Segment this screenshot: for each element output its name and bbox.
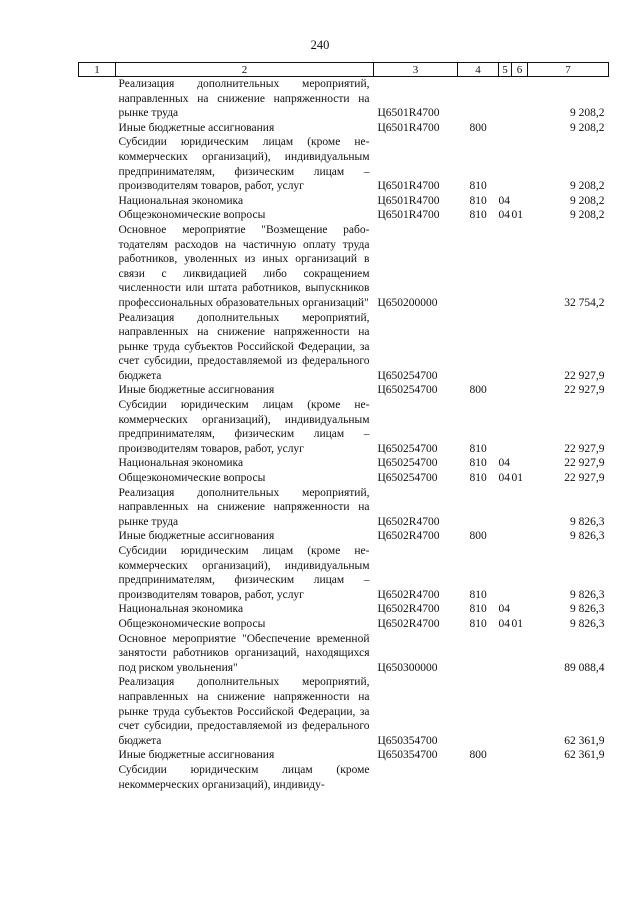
expense-type: 800 [469,121,487,134]
amount: 9 826,3 [570,530,605,543]
row-name: Общеэкономические вопросы [118,209,266,222]
expense-type [458,763,499,792]
section-code [499,398,512,456]
row-name: Субсидии юридическим лицам (кроме некоммерческих организаций), индивидуальным предпринимателям, физическим лицам – производителям товаров, работ, услуг [118,399,370,455]
row-name: Иные бюджетные ассигнования [118,749,275,762]
row-name: Основное мероприятие "Возмещение работодателям расходов на частичную оплату труда работников, уволенных из иных организаций в связи с ликвидацией либо сокращением численности или штата работников, выпускников профессиональных образовательных организаций" [118,223,370,309]
table-row [79,763,609,792]
section-code [499,544,512,602]
amount: 22 927,9 [564,369,605,382]
table-row [79,194,609,209]
section-code: 04 [498,457,510,470]
subsection-code [512,763,528,792]
row-index-cell [79,529,116,544]
amount: 32 754,2 [564,296,605,309]
row-index-cell [79,486,116,530]
subsection-code: 01 [511,472,523,485]
target-code: Ц650300000 [377,661,438,674]
expense-type [458,311,499,384]
table-row [79,632,609,676]
amount: 9 208,2 [570,180,605,193]
section-code: 04 [498,209,510,222]
target-code: Ц6501R4700 [377,209,440,222]
row-name: Реализация дополнительных мероприятий, направленных на снижение напряженности на рынке труда [118,78,370,120]
subsection-code [512,223,528,311]
amount: 62 361,9 [564,734,605,747]
row-name: Иные бюджетные ассигнования [118,121,275,134]
amount: 9 826,3 [570,603,605,616]
amount: 9 208,2 [570,107,605,120]
subsection-code [512,398,528,456]
table-header-row [79,63,609,77]
budget-table [78,62,609,792]
expense-type: 810 [469,472,487,485]
table-row [79,486,609,530]
subsection-code [512,135,528,193]
column-header: 1 [79,63,116,77]
row-name: Реализация дополнительных мероприятий, направленных на снижение напряженности на рынке труда субъектов Российской Федерации, за счет субсидии, предоставляемой из федерального бюджета [118,676,370,747]
row-index-cell [79,544,116,602]
section-code [499,311,512,384]
subsection-code [512,748,528,763]
subsection-code [512,544,528,602]
section-code: 04 [498,472,510,485]
row-name: Общеэкономические вопросы [118,617,266,630]
section-code: 04 [498,603,510,616]
amount: 9 826,3 [570,617,605,630]
target-code [374,763,458,792]
target-code: Ц6501R4700 [377,180,440,193]
target-code: Ц650254700 [377,384,438,397]
row-name: Основное мероприятие "Обеспечение временной занятости работников организаций, находящихся под риском увольнения" [118,632,370,674]
subsection-code [512,529,528,544]
row-index-cell [79,471,116,486]
target-code: Ц650200000 [377,296,438,309]
section-code [499,223,512,311]
row-index-cell [79,223,116,311]
subsection-code [512,311,528,384]
amount: 9 208,2 [570,194,605,207]
section-code [499,486,512,530]
row-name: Общеэкономические вопросы [118,472,266,485]
section-code [499,121,512,136]
expense-type: 810 [469,603,487,616]
target-code: Ц6501R4700 [377,121,440,134]
section-code [499,748,512,763]
table-row [79,617,609,632]
row-index-cell [79,617,116,632]
amount: 22 927,9 [564,442,605,455]
table-row [79,135,609,193]
expense-type: 810 [469,442,487,455]
section-code [499,675,512,748]
subsection-code: 01 [511,617,523,630]
row-name: Иные бюджетные ассигнования [118,530,275,543]
subsection-code [512,632,528,676]
amount: 9 208,2 [570,209,605,222]
row-name: Национальная экономика [118,603,244,616]
section-code [499,763,512,792]
row-index-cell [79,311,116,384]
table-row [79,311,609,384]
row-name: Реализация дополнительных мероприятий, направленных на снижение напряженности на рынке труда субъектов Российской Федерации, за счет субсидии, предоставляемой из федерального бюджета [118,311,370,382]
column-header: 6 [512,63,528,77]
amount: 22 927,9 [564,384,605,397]
table-row [79,544,609,602]
target-code: Ц6502R4700 [377,530,440,543]
section-code [499,529,512,544]
row-index-cell [79,77,116,121]
target-code: Ц6502R4700 [377,515,440,528]
row-index-cell [79,456,116,471]
table-row [79,398,609,456]
amount: 22 927,9 [564,457,605,470]
row-name: Субсидии юридическим лицам (кроме некоммерческих организаций), индивидуальным предпринимателям, физическим лицам – производителям товаров, работ, услуг [118,136,370,193]
table-row [79,471,609,486]
expense-type [458,223,499,311]
column-header: 4 [458,63,499,77]
amount: 22 927,9 [564,472,605,485]
expense-type [458,77,499,121]
target-code: Ц650254700 [377,472,438,485]
table-row [79,529,609,544]
page-number: 240 [310,38,330,52]
subsection-code [512,121,528,136]
expense-type [458,486,499,530]
row-index-cell [79,383,116,398]
row-index-cell [79,398,116,456]
column-header: 5 [499,63,512,77]
amount: 62 361,9 [564,749,605,762]
section-code [499,135,512,193]
row-name: Национальная экономика [118,457,244,470]
expense-type: 800 [469,384,487,397]
table-row [79,383,609,398]
expense-type: 800 [469,530,487,543]
target-code: Ц650354700 [377,749,438,762]
subsection-code [512,675,528,748]
subsection-code: 01 [511,209,523,222]
row-index-cell [79,121,116,136]
target-code: Ц6501R4700 [377,107,440,120]
amount: 89 088,4 [564,661,605,674]
target-code: Ц6501R4700 [377,194,440,207]
expense-type: 810 [469,180,487,193]
table-row [79,602,609,617]
row-index-cell [79,763,116,792]
row-name: Национальная экономика [118,194,244,207]
expense-type: 810 [469,194,487,207]
target-code: Ц6502R4700 [377,588,440,601]
target-code: Ц650354700 [377,734,438,747]
expense-type: 810 [469,209,487,222]
column-header: 7 [528,63,609,77]
expense-type: 810 [469,588,487,601]
expense-type [458,675,499,748]
section-code [499,632,512,676]
table-row [79,456,609,471]
expense-type: 810 [469,457,487,470]
section-code: 04 [498,617,510,630]
table-body [79,77,609,793]
row-name: Субсидии юридическим лицам (кроме некоммерческих организаций), индивиду- [118,763,370,791]
section-code [499,383,512,398]
subsection-code [512,194,528,209]
section-code [499,77,512,121]
expense-type: 810 [469,617,487,630]
target-code: Ц6502R4700 [377,617,440,630]
row-name: Субсидии юридическим лицам (кроме некоммерческих организаций), индивидуальным предпринимателям, физическим лицам – производителям товаров, работ, услуг [118,545,370,601]
row-name: Реализация дополнительных мероприятий, направленных на снижение напряженности на рынке труда [118,486,370,528]
target-code: Ц6502R4700 [377,603,440,616]
table-row [79,121,609,136]
amount [528,763,609,792]
amount: 9 826,3 [570,515,605,528]
table-row [79,675,609,748]
table-row [79,77,609,121]
table-row [79,223,609,311]
subsection-code [512,456,528,471]
column-header: 2 [116,63,374,77]
subsection-code [512,486,528,530]
column-header: 3 [374,63,458,77]
expense-type: 800 [469,749,487,762]
target-code: Ц650254700 [377,369,438,382]
subsection-code [512,383,528,398]
subsection-code [512,602,528,617]
row-index-cell [79,208,116,223]
row-index-cell [79,632,116,676]
row-index-cell [79,748,116,763]
target-code: Ц650254700 [377,442,438,455]
expense-type [458,632,499,676]
target-code: Ц650254700 [377,457,438,470]
row-index-cell [79,194,116,209]
table-row [79,748,609,763]
row-index-cell [79,675,116,748]
section-code: 04 [498,194,510,207]
amount: 9 208,2 [570,121,605,134]
table-row [79,208,609,223]
amount: 9 826,3 [570,588,605,601]
row-name: Иные бюджетные ассигнования [118,384,275,397]
row-index-cell [79,135,116,193]
subsection-code [512,77,528,121]
row-index-cell [79,602,116,617]
